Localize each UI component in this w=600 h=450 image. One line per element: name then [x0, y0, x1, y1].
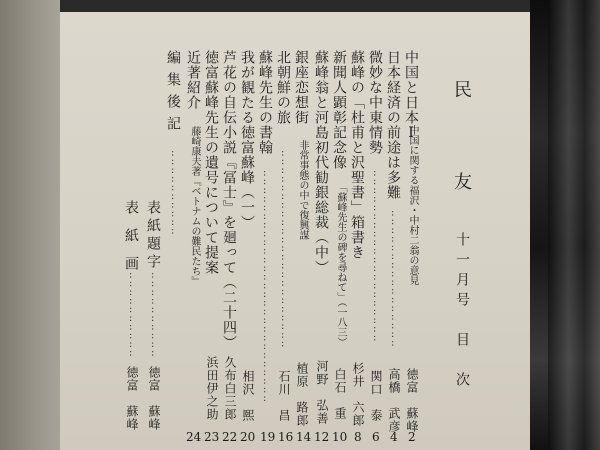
toc-entry-author: 高橋 武彦	[387, 368, 401, 433]
cover-art-label: 表紙画	[123, 200, 139, 284]
toc-entry-title: 芦花の自伝小説『冨士』を廻って（二十四）	[221, 50, 237, 350]
toc-leader-dots: ‥‥‥‥‥‥‥‥‥‥	[169, 150, 180, 237]
cover-title-label: 表紙題字	[145, 200, 161, 272]
toc-entry-page: 19	[260, 430, 276, 444]
toc-entry-author: 杉井 六郎	[351, 362, 365, 427]
toc-leader-dots: ‥‥‥‥‥‥‥‥‥‥‥‥‥‥‥‥	[389, 210, 400, 349]
toc-entry-author: 久布白三郎	[223, 356, 237, 421]
toc-entry-author: 浜田伊之助	[205, 356, 219, 421]
toc-entry-page: 10	[332, 430, 348, 444]
toc-entry-page: 4	[390, 430, 398, 444]
toc-entry-page: 8	[354, 430, 362, 444]
toc-entry-page: 22	[222, 430, 238, 444]
toc-entry-title: 徳富蘇峰先生の遺号について提案	[203, 50, 219, 275]
toc-entry-subtitle: 藤崎康夫著『ベトナムの難民たち』	[189, 126, 200, 286]
toc-entry-title: 日本経済の前途は多難	[385, 50, 401, 200]
toc-entry-title: 蘇峰先生の書翰	[257, 50, 273, 155]
magazine-title: 民 友	[451, 80, 472, 218]
toc-entry-author: 石川 昌	[277, 370, 291, 422]
toc-entry-subtitle: 非常事態の中で復興謀	[297, 140, 308, 240]
toc-entry-page: 6	[372, 430, 380, 444]
toc-leader-dots: ‥‥‥‥‥‥‥‥‥‥‥‥‥‥‥‥‥‥‥‥‥‥‥	[279, 150, 290, 350]
page-top-shadow	[60, 0, 530, 12]
toc-entry-page: 23	[204, 430, 220, 444]
toc-entry-title: 蘇峰翁と河島初代勧銀総裁（中）	[313, 50, 329, 275]
toc-entry-page: 12	[314, 430, 330, 444]
facing-photo-edge	[548, 0, 600, 450]
toc-entry-title: 北朝鮮の旅	[275, 50, 291, 125]
toc-entry-subtitle: 「蘇峰先生の碑を尋ねて」（一八三）	[335, 182, 346, 347]
toc-entry-title: 微妙な中東情勢	[367, 50, 383, 155]
toc-entry-author: 河野 弘善	[315, 360, 329, 425]
cover-art-author: 徳富 蘇峰	[125, 366, 139, 431]
toc-entry-page: 14	[296, 430, 312, 444]
toc-entry-page: 24	[186, 430, 202, 444]
toc-entry-title: 新聞人顕彰記念像	[331, 50, 347, 170]
toc-leader-dots: ‥‥‥‥‥‥‥‥‥‥‥‥‥‥‥‥‥‥‥‥	[371, 170, 382, 344]
toc-entry-page: 16	[278, 430, 294, 444]
toc-entry-title: 蘇峰の「杜甫と沢聖書」箱書き	[349, 50, 365, 260]
toc-leader-dots: ‥‥‥‥‥‥‥‥‥‥	[149, 272, 160, 359]
issue-label: 十一月号 目 次	[454, 232, 470, 392]
toc-entry-page: 2	[408, 430, 416, 444]
toc-entry-author: 白石 重	[333, 368, 347, 420]
toc-entry-author: 相沢 煕	[241, 370, 255, 422]
toc-entry-title: 編集後記	[165, 50, 181, 138]
toc-leader-dots: ‥‥‥‥‥‥‥‥‥‥‥‥‥‥‥‥‥‥‥‥‥‥‥‥‥‥‥	[261, 170, 272, 405]
toc-entry-page: 20	[240, 430, 256, 444]
toc-entry-author: 徳富 蘇峰	[405, 368, 419, 433]
toc-leader-dots: ‥‥‥‥‥‥‥‥‥‥	[127, 272, 138, 359]
toc-entry-subtitle: 中国に関する福沢・中村二翁の意見	[407, 125, 418, 285]
toc-entry-title: 中国と日本Ⅰ	[403, 50, 419, 142]
previous-page-background	[0, 0, 60, 450]
toc-entry-author: 関口 泰	[369, 370, 383, 422]
toc-entry-author: 植原 路郎	[295, 362, 309, 427]
toc-entry-title: 近著紹介	[185, 50, 201, 110]
cover-title-author: 徳富 蘇峰	[147, 366, 161, 431]
toc-entry-title: 我が観たる徳富蘇峰（一）	[239, 50, 255, 230]
toc-entry-title: 銀座恋想街	[293, 50, 309, 125]
